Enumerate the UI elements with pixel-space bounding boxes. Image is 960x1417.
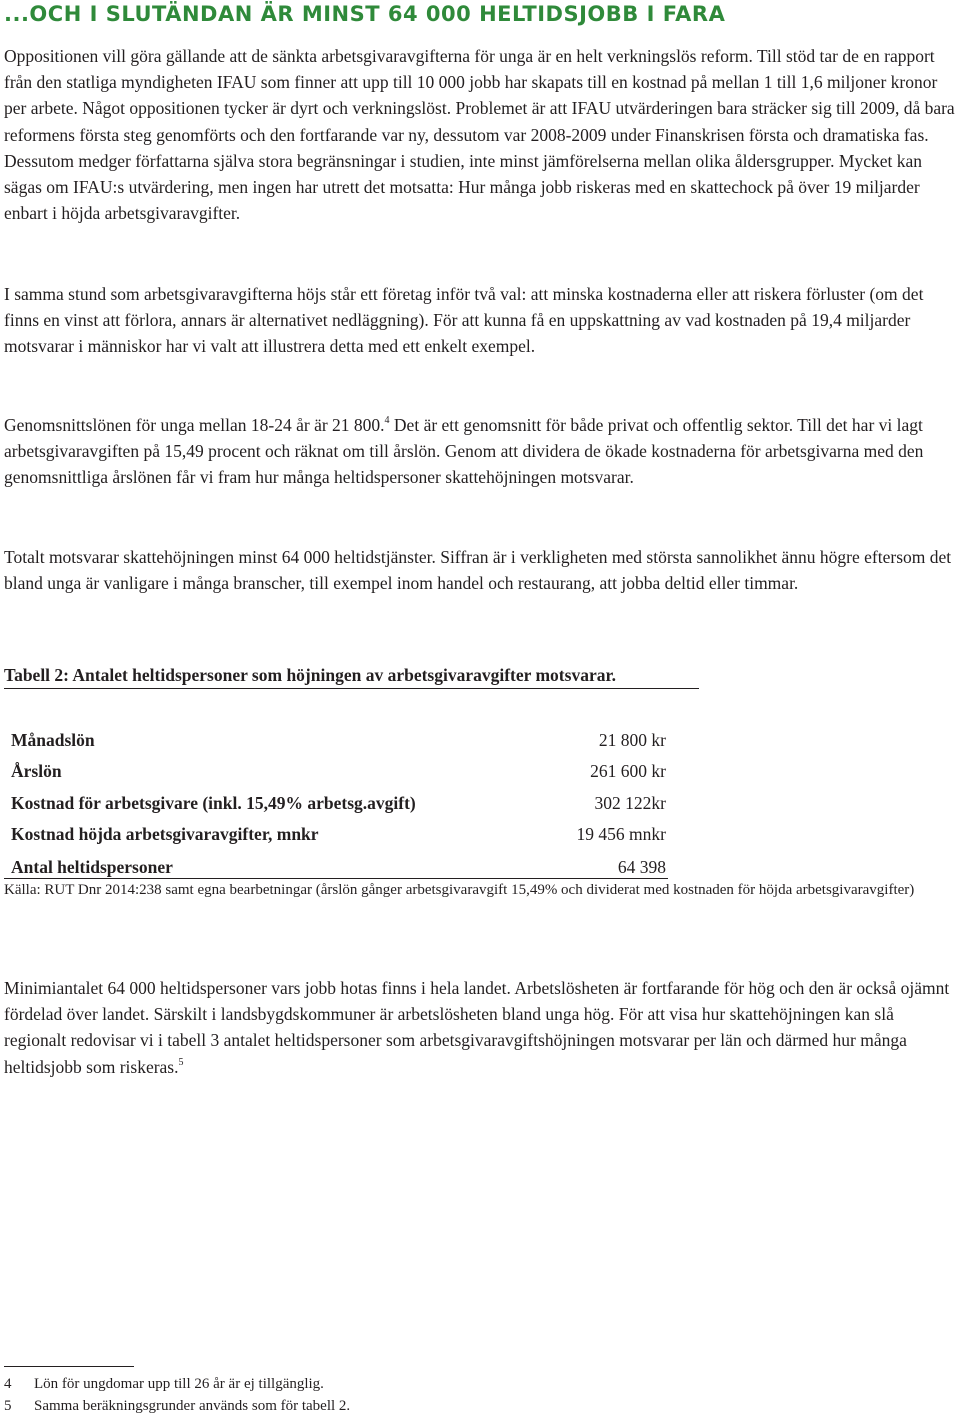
table-row <box>4 751 668 782</box>
table-row <box>4 720 668 751</box>
row-value: 64 398 <box>617 856 666 877</box>
paragraph-average-salary <box>4 412 959 491</box>
row-label: Årslön <box>11 761 62 782</box>
footnote-number: 4 <box>4 1376 12 1392</box>
row-value: 19 456 mnkr <box>576 823 666 844</box>
paragraph-text: Genomsnittslönen för unga mellan 18-24 år är 21 800. <box>4 415 385 435</box>
row-value: 302 122kr <box>594 792 666 813</box>
data-table <box>4 720 668 879</box>
footnotes <box>4 1374 350 1417</box>
row-label: Kostnad för arbetsgivare (inkl. 15,49% arbetsg.avgift) <box>11 792 416 813</box>
section-heading: ...OCH I SLUTÄNDAN ÄR MINST 64 000 HELTIDSJOBB I FARA <box>4 2 726 26</box>
paragraph-choices: I samma stund som arbetsgivaravgifterna höjs står ett företag inför två val: att minska kostnaderna eller att riskera förluster (om det finns en vinst att förlora, annars är alternativet nedläggning). För att kunna få en uppskattning av vad kostnaden på 19,4 miljarder motsvarar i människor har vi valt att illustrera detta med ett enkelt exempel. <box>4 284 924 357</box>
footnote-text: Lön för ungdomar upp till 26 år är ej tillgänglig. <box>34 1376 324 1392</box>
row-label: Månadslön <box>11 730 95 751</box>
footnote-ref-4[interactable]: 4 <box>384 415 390 426</box>
footnote-number: 5 <box>4 1397 12 1414</box>
footnote <box>4 1396 350 1417</box>
paragraph-text: Minimiantalet 64 000 heltidspersoner vars jobb hotas finns i hela landet. Arbetslösheten är fortfarande för hög och den är också ojämnt fördelad över landet. Särskilt i landsbygdskommuner är arbetslösheten bland unga hög. För att visa hur skattehöjningen kan slå regionalt redovisar vi i tabell 3 antalet heltidspersoner som arbetsgivaravgiftshöjningen motsvarar per län och därmed hur många heltidsjobb som riskeras. <box>4 978 950 1077</box>
row-value: 21 800 kr <box>598 730 666 751</box>
row-label: Kostnad höjda arbetsgivaravgifter, mnkr <box>11 823 319 844</box>
paragraph-regional <box>4 975 959 1080</box>
table-row <box>4 782 668 813</box>
table-row <box>4 814 668 845</box>
row-value: 261 600 kr <box>590 761 666 782</box>
paragraph-text: Det är ett genomsnitt för både privat och offentlig sektor. Till det har vi lagt arbetsgivaravgiften på 15,49 procent och räknat om till årslön. Genom att dividera de ökade kostnaderna för arbetsgivarna med den genomsnittliga årslönen får vi fram hur många heltidspersoner skattehöjningen motsvarar. <box>4 415 924 488</box>
table-title: Tabell 2: Antalet heltidspersoner som höjningen av arbetsgivaravgifter motsvarar. <box>4 665 699 689</box>
paragraph-total: Totalt motsvarar skattehöjningen minst 64 000 heltidstjänster. Siffran är i verkligheten med största sannolikhet ännu högre eftersom det bland unga är vanligare i många branscher, till exempel inom handel och restaurang, att jobba deltid eller timmar. <box>4 547 952 594</box>
footnote-text: Samma beräkningsgrunder används som för tabell 2. <box>34 1397 351 1414</box>
table-row <box>4 845 668 879</box>
footnote <box>4 1374 350 1396</box>
paragraph-ifau: Oppositionen vill göra gällande att de sänkta arbetsgivaravgifterna för unga är en helt verkningslös reform. Till stöd tar de en rapport från den statliga myndigheten IFAU som finner att upp till 10 000 jobb har skapats till en kostnad på mellan 1 till 1,6 miljoner kronor per arbete. Något oppositionen tycker är dyrt och verkningslöst. Problemet är att IFAU utvärderingen bara sträcker sig till 2009, då bara reformens första steg genomförts och den fortfarande var ny, dessutom var 2008-2009 under Finanskrisen första och dramatiska fas. Dessutom medger författarna själva stora begränsningar i studien, inte minst jämförelserna mellan olika åldersgrupper. Mycket kan sägas om IFAU:s utvärdering, men ingen har utrett det motsatta: Hur många jobb riskeras med en skattechock på över 19 miljarder enbart i höjda arbetsgivaravgifter. <box>4 46 955 224</box>
footnote-ref-5[interactable]: 5 <box>178 1056 184 1068</box>
row-label: Antal heltidspersoner <box>11 856 173 877</box>
footnote-divider <box>4 1366 134 1367</box>
table-source: Källa: RUT Dnr 2014:238 samt egna bearbetningar (årslön gånger arbetsgivaravgift 15,49% och dividerat med kostnaden för höjda arbetsgivaravgifter) <box>4 882 915 898</box>
